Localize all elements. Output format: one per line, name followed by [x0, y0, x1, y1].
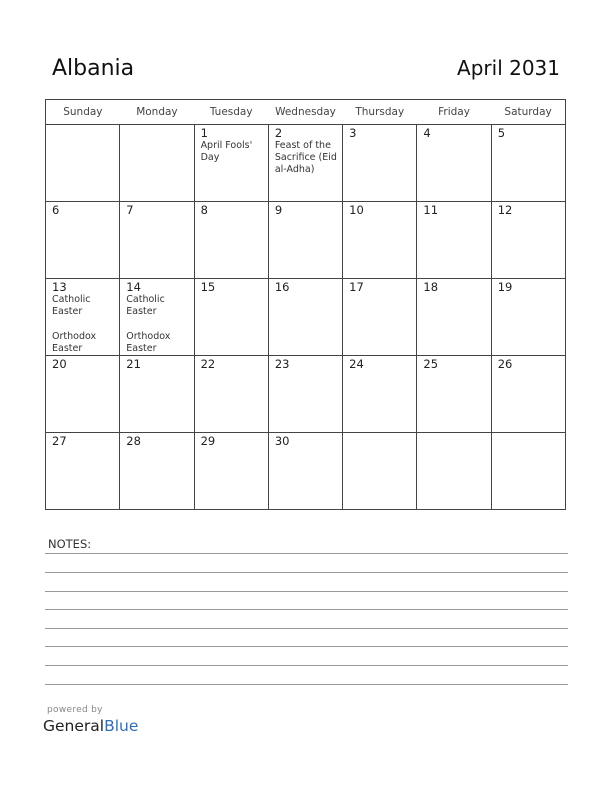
day-cell — [194, 279, 268, 356]
day-cell — [268, 433, 342, 510]
day-number: 16 — [274, 280, 290, 294]
day-cell — [46, 125, 120, 202]
day-number: 27 — [52, 434, 67, 448]
day-number: 30 — [274, 434, 290, 448]
day-cell — [120, 202, 194, 279]
week-row — [46, 125, 566, 202]
notes-line — [45, 684, 568, 685]
notes-line — [45, 646, 568, 647]
weekday-header: Wednesday — [268, 100, 342, 125]
calendar-grid — [45, 99, 566, 510]
day-cell — [268, 202, 342, 279]
notes-line — [45, 665, 568, 666]
day-cell — [417, 202, 491, 279]
day-cell — [194, 433, 268, 510]
day-number: 18 — [423, 280, 439, 294]
notes-line — [45, 572, 568, 573]
day-number: 15 — [200, 280, 216, 294]
day-number: 9 — [274, 203, 283, 217]
day-cell — [194, 125, 268, 202]
holiday-event: Catholic Easter — [126, 294, 165, 317]
brand-text-general: General — [43, 717, 105, 735]
day-cell — [417, 433, 491, 510]
day-number: 7 — [126, 203, 134, 217]
day-cell — [343, 356, 417, 433]
powered-by-text: powered by — [47, 705, 103, 715]
day-cell — [268, 279, 342, 356]
day-number: 12 — [497, 203, 513, 217]
day-number: 2 — [274, 126, 283, 140]
day-number: 5 — [497, 126, 506, 140]
day-cell — [491, 125, 565, 202]
day-cell — [417, 279, 491, 356]
day-cell — [343, 202, 417, 279]
holiday-event: Orthodox Easter — [52, 331, 97, 354]
weekday-header: Friday — [417, 100, 491, 125]
day-number: 29 — [200, 434, 216, 448]
day-number: 19 — [497, 280, 513, 294]
weekday-header: Saturday — [491, 100, 565, 125]
holiday-event: Catholic Easter — [52, 294, 91, 317]
week-row — [46, 433, 566, 510]
weekday-header: Sunday — [46, 100, 120, 125]
day-number: 4 — [423, 126, 431, 140]
day-number: 25 — [423, 357, 439, 371]
day-cell — [491, 356, 565, 433]
holiday-event: Feast of the Sacrifice (Eid al-Adha) — [274, 140, 337, 175]
day-number: 3 — [349, 126, 357, 140]
day-number: 24 — [349, 357, 364, 371]
day-cell — [268, 125, 342, 202]
weekday-header-row — [46, 100, 566, 125]
holiday-event: Orthodox Easter — [126, 331, 171, 354]
day-number: 10 — [349, 203, 364, 217]
day-cell — [491, 279, 565, 356]
day-cell — [417, 125, 491, 202]
week-row — [46, 356, 566, 433]
country-title: Albania — [52, 56, 135, 81]
day-cell — [343, 125, 417, 202]
notes-line — [45, 609, 568, 610]
notes-label: NOTES: — [48, 537, 92, 551]
day-number: 6 — [52, 203, 60, 217]
weekday-header: Thursday — [343, 100, 417, 125]
weekday-header: Monday — [120, 100, 194, 125]
day-number: 17 — [349, 280, 364, 294]
day-number: 28 — [126, 434, 141, 448]
day-cell — [268, 356, 342, 433]
day-cell — [343, 433, 417, 510]
day-cell — [120, 433, 194, 510]
day-cell — [343, 279, 417, 356]
week-row — [46, 279, 566, 356]
day-cell — [120, 125, 194, 202]
day-cell — [120, 279, 194, 356]
day-cell — [46, 356, 120, 433]
day-number: 21 — [126, 357, 141, 371]
day-number: 8 — [200, 203, 208, 217]
holiday-event: April Fools' Day — [200, 140, 253, 163]
day-cell — [194, 202, 268, 279]
day-cell — [120, 356, 194, 433]
notes-line — [45, 628, 568, 629]
day-cell — [46, 202, 120, 279]
generalblue-logo — [43, 717, 138, 735]
day-number: 26 — [497, 357, 513, 371]
day-cell — [46, 433, 120, 510]
weekday-header: Tuesday — [194, 100, 268, 125]
month-year-title: April 2031 — [457, 56, 560, 80]
notes-line — [45, 591, 568, 592]
brand-text-blue: Blue — [104, 717, 139, 735]
day-cell — [417, 356, 491, 433]
week-row — [46, 202, 566, 279]
day-cell — [491, 433, 565, 510]
day-number: 11 — [423, 203, 439, 217]
day-cell — [194, 356, 268, 433]
day-cell — [491, 202, 565, 279]
day-number: 1 — [200, 126, 208, 140]
day-number: 13 — [52, 280, 67, 294]
day-cell — [46, 279, 120, 356]
day-number: 22 — [200, 357, 216, 371]
day-number: 23 — [274, 357, 290, 371]
day-number: 14 — [126, 280, 141, 294]
notes-line — [45, 553, 568, 554]
day-number: 20 — [52, 357, 67, 371]
